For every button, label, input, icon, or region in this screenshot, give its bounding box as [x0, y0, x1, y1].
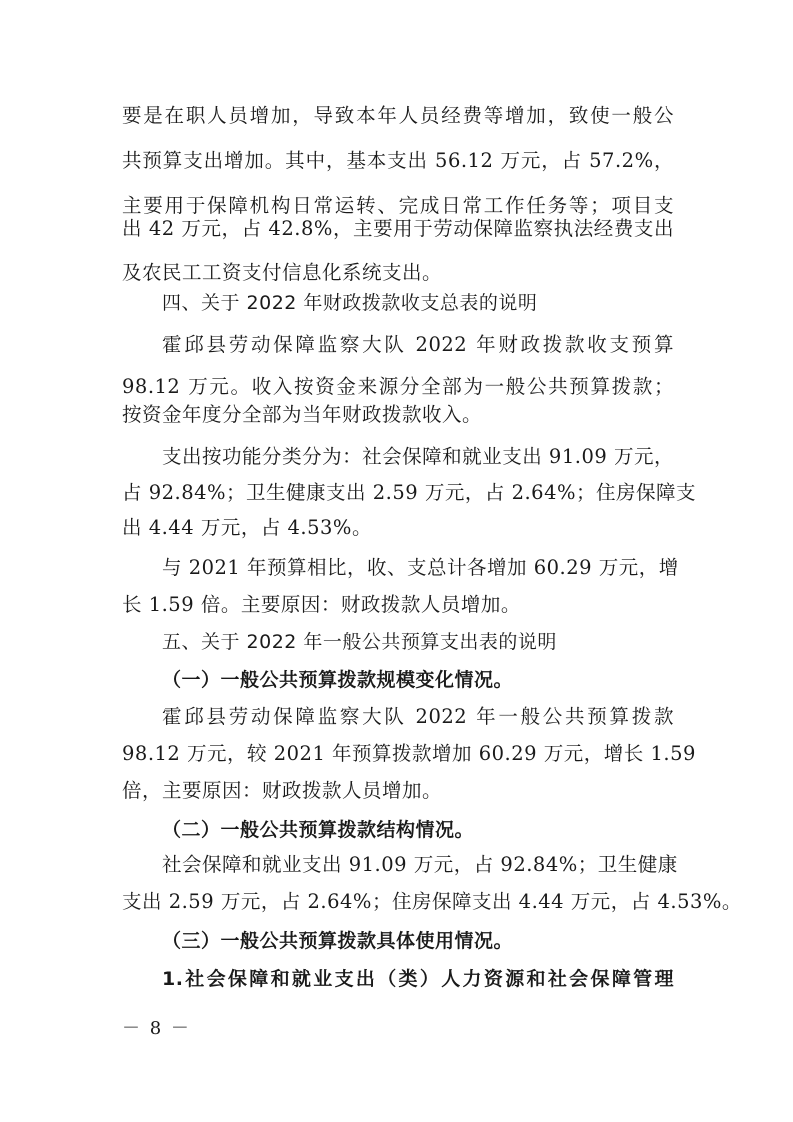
body-text-line: 霍邱县劳动保障监察大队 2022 年财政拨款收支预算	[162, 333, 674, 356]
section-heading-4: 四、关于 2022 年财政拨款收支总表的说明	[162, 292, 538, 314]
page-number: － 8 －	[122, 1018, 191, 1039]
subsection-heading-3: （三）一般公共预算拨款具体使用情况。	[162, 930, 514, 952]
body-text-line: 与 2021 年预算相比，收、支总计各增加 60.29 万元，增	[162, 556, 679, 579]
body-text-line: 支出 2.59 万元，占 2.64%；住房保障支出 4.44 万元，占 4.53%。	[122, 890, 742, 913]
body-text-line: 占 92.84%；卫生健康支出 2.59 万元，占 2.64%；住房保障支	[122, 481, 697, 504]
item-heading-1: 1.社会保障和就业支出（类）人力资源和社会保障管理	[162, 968, 674, 990]
body-text-line: 共预算支出增加。其中，基本支出 56.12 万元，占 57.2%，	[122, 149, 674, 172]
section-heading-5: 五、关于 2022 年一般公共预算支出表的说明	[162, 631, 557, 653]
body-text-line: 社会保障和就业支出 91.09 万元，占 92.84%；卫生健康	[162, 853, 678, 876]
body-text-line: 按资金年度分全部为当年财政拨款收入。	[122, 403, 483, 426]
body-text-line: 98.12 万元。收入按资金来源分全部为一般公共预算拨款；	[122, 375, 674, 398]
body-text-line: 支出按功能分类分为：社会保障和就业支出 91.09 万元，	[162, 445, 674, 468]
body-text-line: 长 1.59 倍。主要原因：财政拨款人员增加。	[122, 593, 521, 616]
body-text-line: 出 4.44 万元，占 4.53%。	[122, 516, 372, 539]
body-text-line: 霍邱县劳动保障监察大队 2022 年一般公共预算拨款	[162, 705, 674, 728]
body-text-line: 98.12 万元，较 2021 年预算拨款增加 60.29 万元，增长 1.59	[122, 742, 696, 765]
body-text-line: 倍，主要原因：财政拨款人员增加。	[122, 779, 443, 802]
subsection-heading-1: （一）一般公共预算拨款规模变化情况。	[162, 669, 514, 691]
body-text-line: 要是在职人员增加，导致本年人员经费等增加，致使一般公	[122, 104, 674, 127]
subsection-heading-2: （二）一般公共预算拨款结构情况。	[162, 819, 475, 841]
body-text-line: 出 42 万元，占 42.8%，主要用于劳动保障监察执法经费支出	[122, 217, 674, 240]
body-text-line: 及农民工工资支付信息化系统支出。	[122, 261, 443, 284]
body-text-line: 主要用于保障机构日常运转、完成日常工作任务等；项目支	[122, 194, 674, 217]
